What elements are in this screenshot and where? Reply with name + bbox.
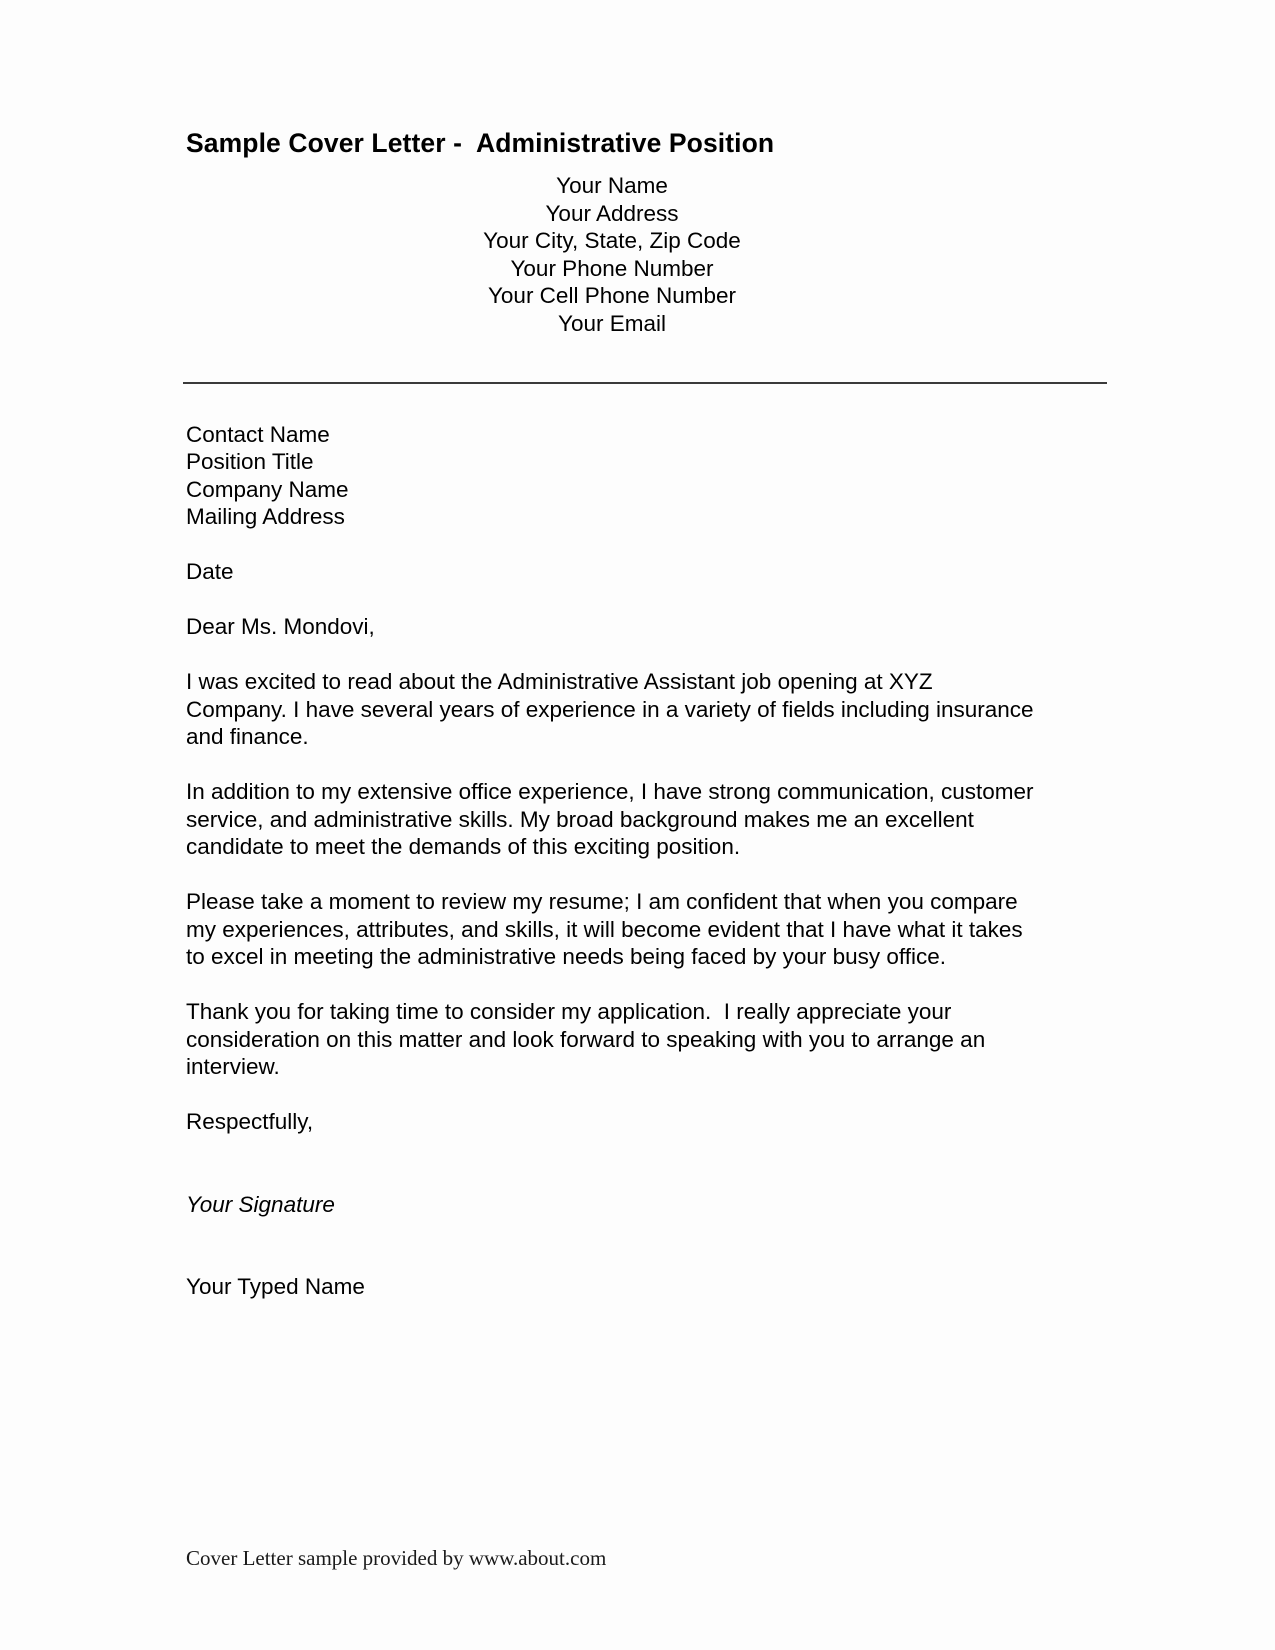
sender-line-cell-phone: Your Cell Phone Number [487,283,737,308]
recipient-line-position-title: Position Title [186,449,314,474]
page-title: Sample Cover Letter - Administrative Position [186,127,775,158]
body-paragraph-2: In addition to my extensive office experience, I have strong communication, customer service, and administrative skills. My broad background makes me an excellent candidate to meet the demands of this exciting position. [186,779,1040,859]
date-line: Date [186,559,234,584]
spacer [186,1136,1036,1164]
sender-line-phone: Your Phone Number [510,255,714,281]
spacer [186,1246,1036,1274]
recipient-line-contact-name: Contact Name [186,421,330,447]
spacer [186,1218,1036,1246]
spacer [186,641,1036,669]
sender-line-address: Your Address [545,200,679,226]
sender-line-email: Your Email [558,310,666,336]
sender-line-name: Your Name [556,173,668,198]
sender-line-city-state: Your City, State, Zip Code [483,228,741,253]
spacer [186,531,1036,559]
spacer [186,586,1036,614]
spacer [186,1163,1036,1191]
recipient-line-company-name: Company Name [186,476,349,502]
closing-salutation: Respectfully, [186,1109,314,1134]
body-paragraph-1: I was excited to read about the Administrative Assistant job opening at XYZ Company. I have several years of experience in a variety of fields including insurance and finance. [186,669,1040,749]
sender-address-block [186,172,1038,337]
recipient-address-block [186,421,1036,531]
spacer [186,861,1036,889]
header-divider [183,382,1107,384]
recipient-line-mailing-address: Mailing Address [186,504,345,529]
typed-name: Your Typed Name [186,1274,365,1299]
spacer [186,971,1036,999]
letter-body [186,393,1040,1301]
signature-placeholder: Your Signature [186,1191,335,1217]
spacer [186,751,1036,779]
body-paragraph-4: Thank you for taking time to consider my application. I really appreciate your consideration on this matter and look forward to speaking with you to arrange an interview. [186,999,992,1079]
body-paragraph-3: Please take a moment to review my resume; I am confident that when you compare my experiences, attributes, and skills, it will become evident that I have what it takes to excel in meeting the administrative needs being faced by your busy office. [186,889,1029,969]
footer-attribution: Cover Letter sample provided by www.about.com [186,1546,607,1570]
spacer [186,393,1036,421]
salutation: Dear Ms. Mondovi, [186,614,375,639]
spacer [186,1081,1036,1109]
